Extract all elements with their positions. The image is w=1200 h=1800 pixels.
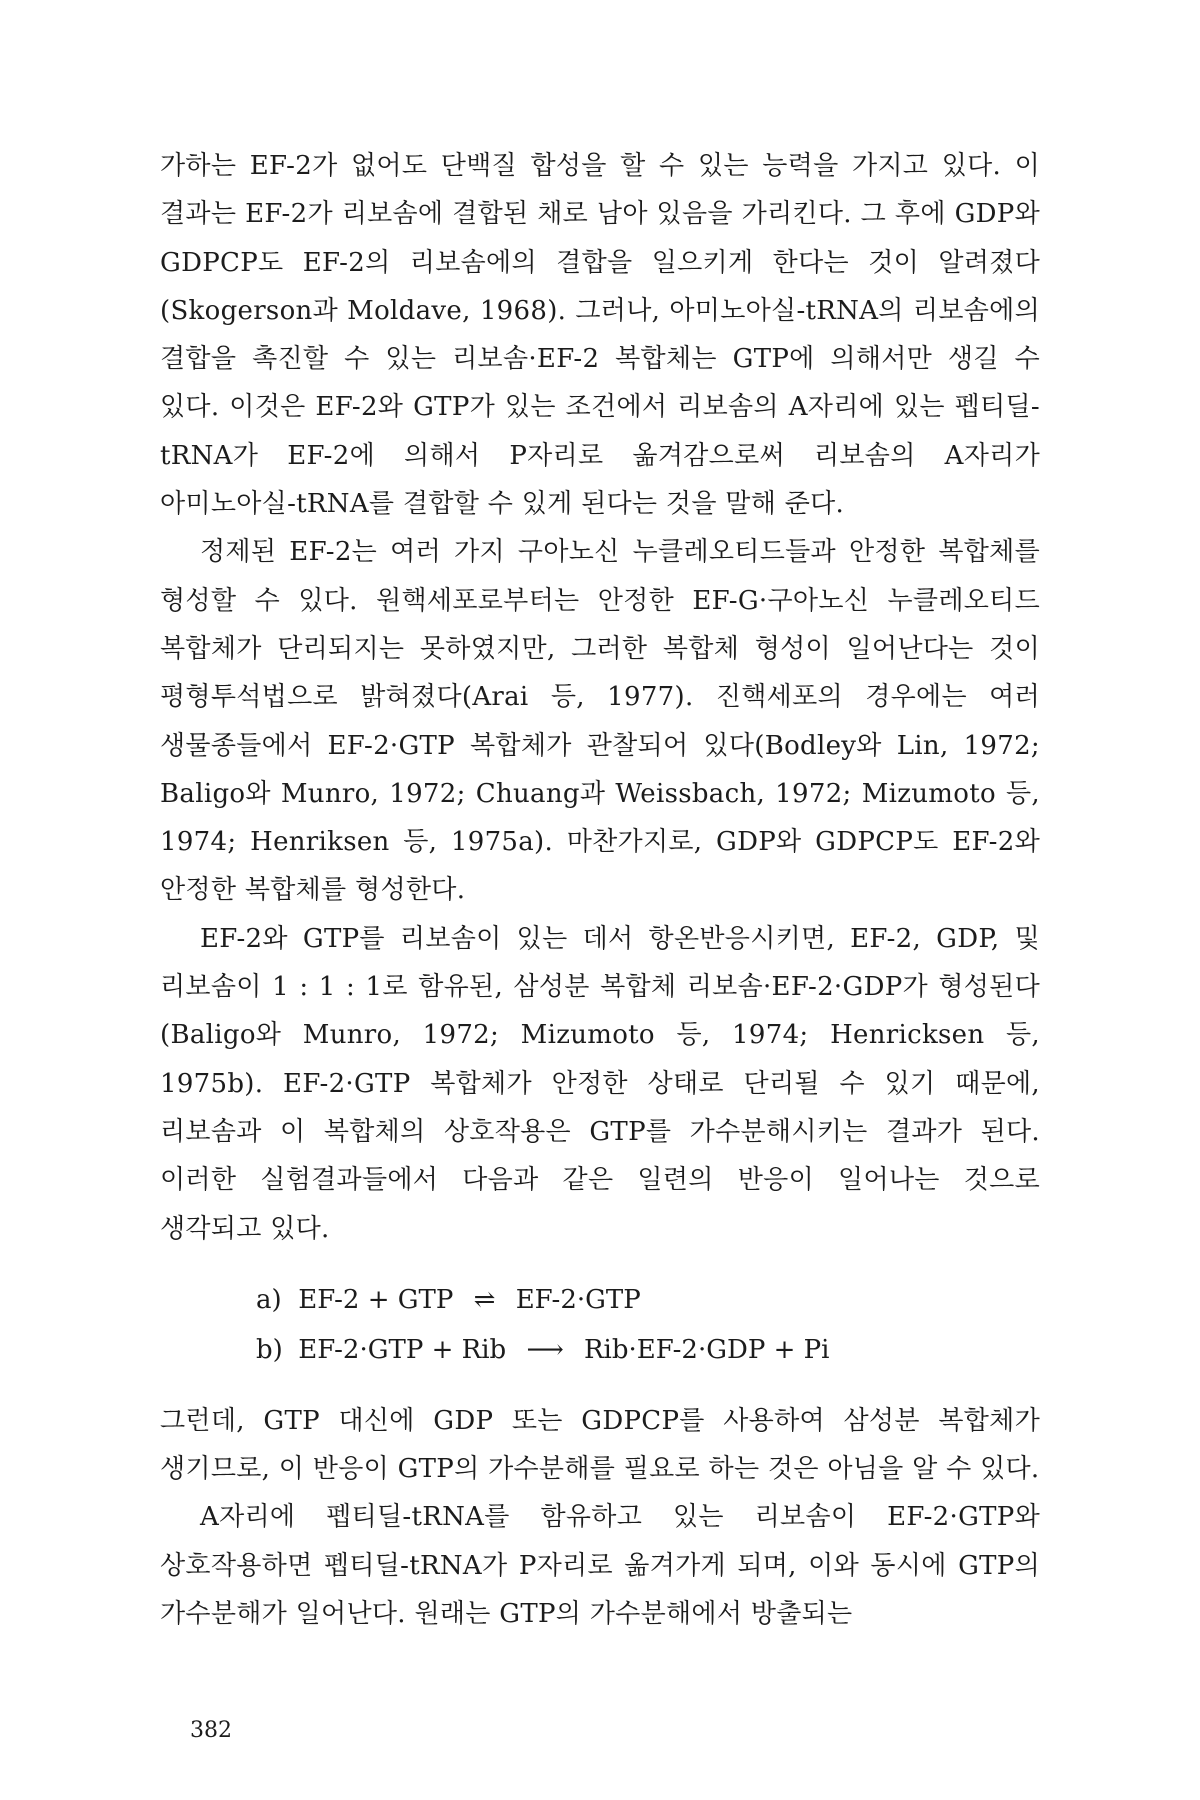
equation-b: [256, 1325, 1040, 1375]
paragraph-2: 정제된 EF-2는 여러 가지 구아노신 누클레오티드들과 안정한 복합체를 형성할 수 있다. 원핵세포로부터는 안정한 EF-G·구아노신 누클레오티드 복합체가 단리되지는 못하였지만, 그러한 복합체 형성이 일어난다는 것이 평형투석법으로 밝혀졌다(Arai 등, 1977). 진핵세포의 경우에는 여러 생물종들에서 EF-2·GTP 복합체가 관찰되어 있다(Bodley와 Lin, 1972; Baligo와 Munro, 1972; Chuang과 Weissbach, 1972; Mizumoto 등, 1974; Henriksen 등, 1975a). 마찬가지로, GDP와 GDPCP도 EF-2와 안정한 복합체를 형성한다.: [160, 537, 1040, 906]
paragraph-5: A자리에 펩티딜-tRNA를 함유하고 있는 리보솜이 EF-2·GTP와 상호작용하면 펩티딜-tRNA가 P자리로 옮겨가게 되며, 이와 동시에 GTP의 가수분해가 일어난다. 원래는 GTP의 가수분해에서 방출되는: [160, 1502, 1040, 1630]
paragraph-4: 그런데, GTP 대신에 GDP 또는 GDPCP를 사용하여 삼성분 복합체가 생기므로, 이 반응이 GTP의 가수분해를 필요로 하는 것은 아님을 알 수 있다.: [160, 1405, 1040, 1485]
equation-label: a): [256, 1284, 282, 1315]
equation-lhs: EF-2 + GTP: [298, 1284, 454, 1315]
equation-a: [256, 1275, 1040, 1325]
page-number: 382: [190, 1718, 232, 1743]
reaction-equations: [256, 1275, 1040, 1375]
equation-label: b): [256, 1334, 283, 1365]
equation-rhs: EF-2·GTP: [515, 1284, 641, 1315]
paragraph-3: EF-2와 GTP를 리보솜이 있는 데서 항온반응시키면, EF-2, GDP, 및 리보솜이 1 : 1 : 1로 함유된, 삼성분 복합체 리보솜·EF-2·GDP가 형성된다(Baligo와 Munro, 1972; Mizumoto 등, 1974; Henricksen 등, 1975b). EF-2·GTP 복합체가 안정한 상태로 단리될 수 있기 때문에, 리보솜과 이 복합체의 상호작용은 GTP를 가수분해시키는 결과가 된다. 이러한 실험결과들에서 다음과 같은 일련의 반응이 일어나는 것으로 생각되고 있다.: [160, 923, 1040, 1244]
right-arrow-icon: ⟶: [526, 1334, 564, 1365]
equation-rhs: Rib·EF-2·GDP + Pi: [583, 1334, 830, 1365]
equilibrium-arrow-icon: ⇌: [473, 1284, 496, 1315]
equation-lhs: EF-2·GTP + Rib: [298, 1334, 507, 1365]
body-text: [160, 142, 1040, 1638]
paragraph-1: 가하는 EF-2가 없어도 단백질 합성을 할 수 있는 능력을 가지고 있다. 이 결과는 EF-2가 리보솜에 결합된 채로 남아 있음을 가리킨다. 그 후에 GDP와 GDPCP도 EF-2의 리보솜에의 결합을 일으키게 한다는 것이 알려졌다(Skogerson과 Moldave, 1968). 그러나, 아미노아실-tRNA의 리보솜에의 결합을 촉진할 수 있는 리보솜·EF-2 복합체는 GTP에 의해서만 생길 수 있다. 이것은 EF-2와 GTP가 있는 조건에서 리보솜의 A자리에 있는 펩티딜-tRNA가 EF-2에 의해서 P자리로 옮겨감으로써 리보솜의 A자리가 아미노아실-tRNA를 결합할 수 있게 된다는 것을 말해 준다.: [160, 151, 1040, 520]
